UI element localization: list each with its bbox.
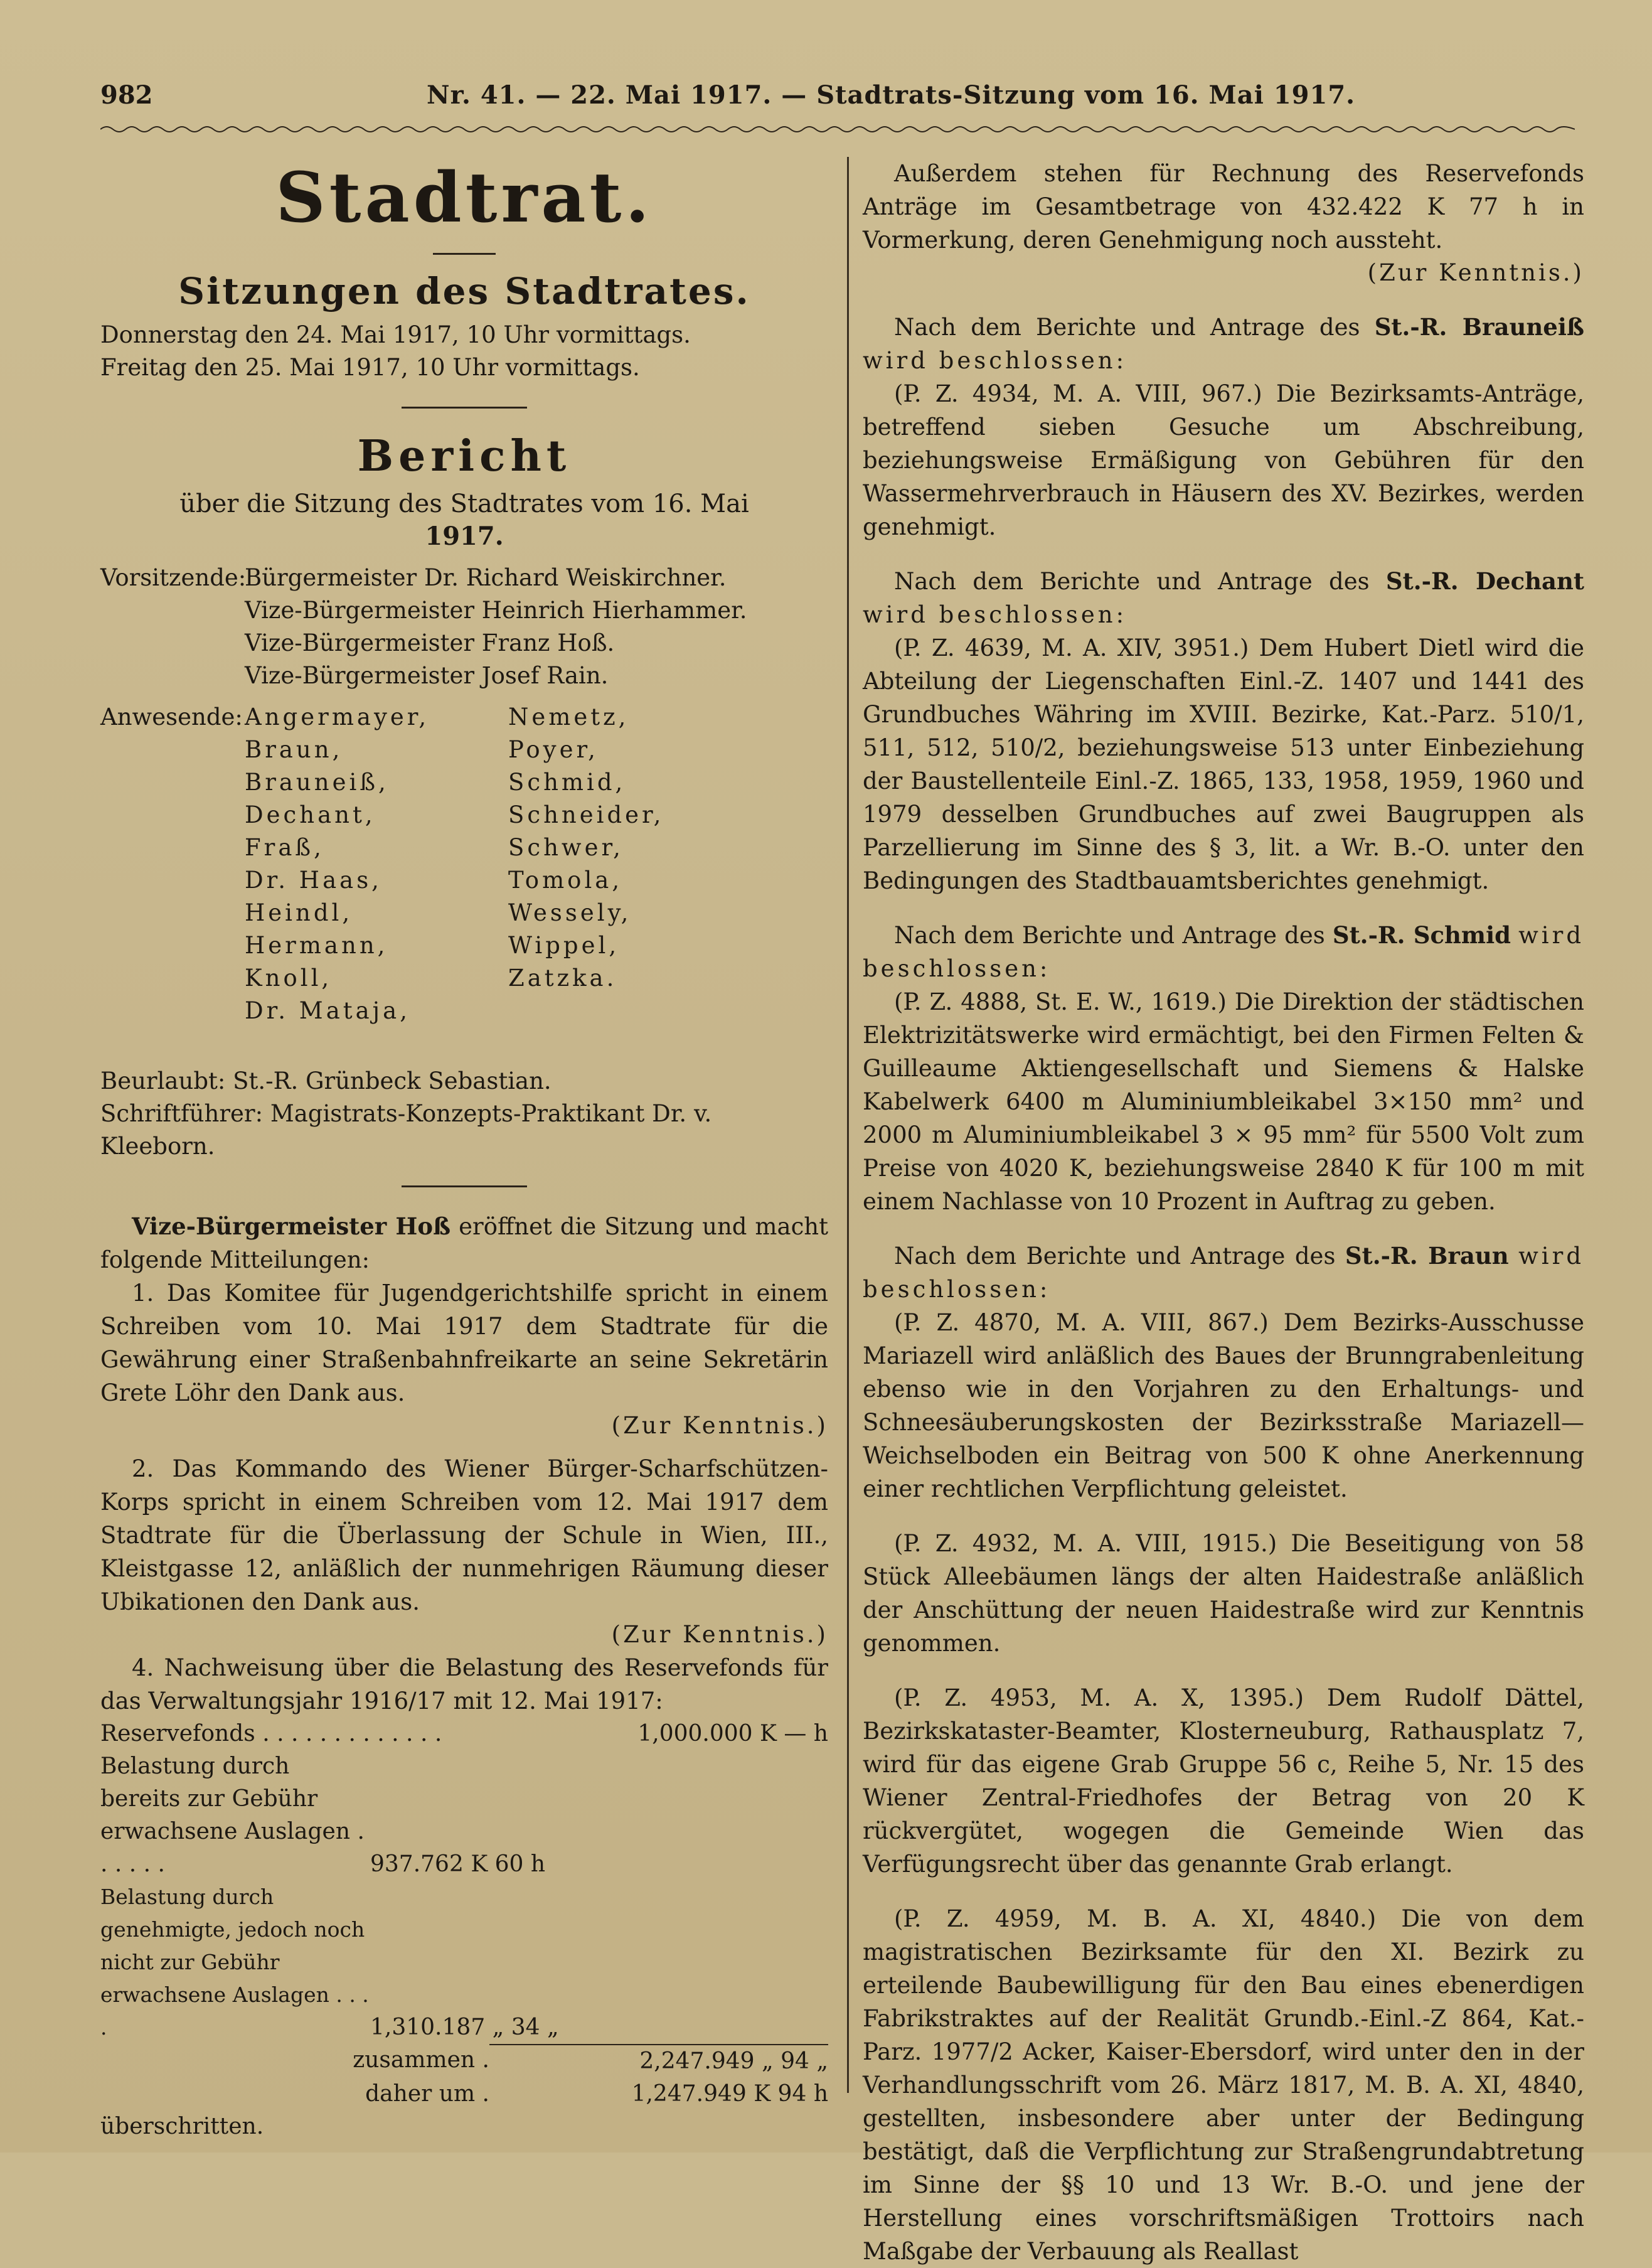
table-row	[100, 1881, 828, 2044]
resolution-text: (P. Z. 4934, M. A. VIII, 967.) Die Bezirksamts-Anträge, betreffend sieben Gesuche um Abschreibung, beziehungsweise Ermäßigung von Gebühren für den Wassermehrverbrauch in Häusern des XV. Bezirkes, werden genehmigt.	[863, 380, 1584, 540]
member-name: Wippel,	[508, 932, 620, 959]
resolution-text: (P. Z. 4639, M. A. XIV, 3951.) Dem Hubert Dietl wird die Abteilung der Liegenschaften Einl.-Z. 1407 und 1441 des Grundbuches Währing im XVIII. Bezirke, Kat.-Parz. 510/1, 511, 512, 510/2, beziehungsweise 513 unter Einbeziehung der Baustellenteile Einl.-Z. 1865, 133, 1958, 1959, 1960 und 1979 desselben Grundbuches auf zwei Baugruppen als Parzellierung im Sinne des § 3, lit. a Wr. B.-O. unter den Bedingungen des Stadtbauamtsberichtes genehmigt.	[863, 634, 1584, 894]
table-value: 1,000.000 K — h	[637, 1721, 828, 1746]
section-title: Stadtrat.	[275, 157, 653, 238]
anwesende-label: Anwesende:	[100, 703, 243, 730]
member-name: Braun,	[245, 736, 343, 763]
member-name: Dechant,	[245, 801, 376, 828]
page-number: 982	[100, 80, 153, 110]
speaker-name: St.-R. Dechant	[1385, 567, 1584, 595]
intro-text: Nach dem Berichte und Antrage des	[894, 1243, 1336, 1270]
member-name: Dr. Haas,	[245, 867, 382, 894]
speaker-name: St.-R. Schmid	[1332, 921, 1511, 949]
resolution-intro	[863, 565, 1584, 631]
table-sum: 2,247.949 „ 94 „	[489, 2044, 828, 2078]
right-column	[863, 157, 1584, 2268]
speaker-name: St.-R. Brauneiß	[1374, 313, 1584, 341]
resolution-intro	[863, 919, 1584, 985]
opening-speaker: Vize-Bürgermeister Hoß	[132, 1212, 451, 1240]
table-label: Belastung durch bereits zur Gebühr erwachsene Auslagen . . . . . .	[100, 1753, 365, 1877]
member-name: Angermayer,	[245, 703, 430, 730]
table-label: daher um .	[365, 2081, 489, 2107]
speaker-name: St.-R. Braun	[1345, 1242, 1509, 1270]
opening-paragraph	[100, 1210, 828, 1276]
column-divider	[847, 157, 849, 2093]
table-row	[100, 2078, 828, 2110]
member-name: Dr. Mataja,	[245, 997, 410, 1024]
session-date-1: Donnerstag den 24. Mai 1917, 10 Uhr vormittags.	[100, 321, 691, 348]
member-name: Zatzka.	[508, 965, 617, 992]
reserve-note: Außerdem stehen für Rechnung des Reservefonds Anträge im Gesamtbetrage von 432.422 K 77 h in Vormerkung, deren Genehmigung noch aussteht.	[863, 160, 1584, 254]
vorsitzende-label: Vorsitzende:	[100, 564, 247, 591]
sessions-title: Sitzungen des Stadtrates.	[178, 270, 750, 313]
title-rule	[433, 253, 496, 255]
table-label: Belastung durch genehmigte, jedoch noch nicht zur Gebühr erwachsene Auslagen . . . .	[100, 1885, 369, 2040]
resolution-text: (P. Z. 4932, M. A. VIII, 1915.) Die Beseitigung von 58 Stück Alleebäumen längs der alten Haidestraße anläßlich der Anschüttung der neuen Haidestraße wird zur Kenntnis genommen.	[863, 1530, 1584, 1657]
table-label: zusammen .	[353, 2047, 489, 2073]
bericht-year: 1917.	[425, 522, 504, 551]
intro-text: Nach dem Berichte und Antrage des	[894, 568, 1370, 595]
left-column	[100, 144, 828, 2143]
table-row	[100, 1750, 828, 1881]
resolution-intro	[863, 311, 1584, 377]
member-name: Tomola,	[508, 867, 623, 894]
table-result: 1,247.949 K 94 h	[631, 2081, 828, 2107]
table-note: überschritten.	[100, 2114, 264, 2139]
opening-text: eröffnet die Sitzung und macht folgende Mitteilungen:	[100, 1213, 829, 1273]
table-label: Reservefonds . . . . . . . . . . . . .	[100, 1721, 442, 1746]
beschlossen: wird beschlossen:	[863, 347, 1127, 374]
table-value: 937.762 K 60 h	[370, 1851, 546, 1877]
zur-kenntnis-note: (Zur Kenntnis.)	[611, 1621, 828, 1648]
bericht-title: Bericht	[357, 431, 572, 481]
member-name: Knoll,	[245, 965, 333, 992]
divider-rule	[402, 1185, 527, 1187]
header-wavy-rule	[100, 123, 1575, 136]
vorsitzende-2: Vize-Bürgermeister Heinrich Hierhammer.	[245, 597, 747, 624]
zur-kenntnis-note: (Zur Kenntnis.)	[1367, 259, 1584, 286]
page-header	[100, 75, 1575, 119]
reserve-fund-table	[100, 1718, 828, 2143]
item-1: 1. Das Komitee für Jugendgerichtshilfe spricht in einem Schreiben vom 10. Mai 1917 dem Stadtrate für die Gewährung einer Straßenbahnfreikarte an seine Sekretärin Grete Löhr den Dank aus.	[100, 1280, 828, 1406]
anwesende-block	[100, 701, 828, 1027]
beschlossen: wird beschlossen:	[863, 922, 1585, 982]
resolution-text: (P. Z. 4888, St. E. W., 1619.) Die Direktion der städtischen Elektrizitätswerke wird ermächtigt, bei den Firmen Felten & Guilleaume Aktiengesellschaft und Siemens & Halske Kabelwerk 6400 m Aluminiumbleikabel 3×150 mm² und 2000 m Aluminiumbleikabel 3 × 95 mm² für 5500 Volt zum Preise von 4020 K, beziehungsweise 2840 K für 100 m mit einem Nachlasse von 10 Prozent in Auftrag zu geben.	[863, 988, 1584, 1215]
divider-rule	[402, 407, 527, 409]
running-head: Nr. 41. — 22. Mai 1917. — Stadtrats-Sitzung vom 16. Mai 1917.	[427, 80, 1356, 110]
table-row	[100, 2044, 828, 2078]
table-value: 1,310.187 „ 34 „	[370, 2014, 559, 2040]
resolution-intro	[863, 1239, 1584, 1306]
beurlaubt: Beurlaubt: St.-R. Grünbeck Sebastian.	[100, 1067, 552, 1094]
member-name: Heindl,	[245, 899, 353, 926]
zur-kenntnis-note: (Zur Kenntnis.)	[611, 1412, 828, 1439]
resolution-text: (P. Z. 4959, M. B. A. XI, 4840.) Die von dem magistratischen Bezirksamte für den XI. Bezirk zu erteilende Baubewilligung für den Bau eines ebenerdigen Fabrikstraktes auf der Realität Grundb.-Einl.-Z 864, Kat.-Parz. 1977/2 Acker, Kaiser-Ebersdorf, wird unter den in der Verhandlungsschrift vom 26. März 1817, M. B. A. XI, 4840, gestellten, insbesondere aber unter der Bedingung bestätigt, daß die Verpflichtung zur Straßengrundabtretung im Sinne der §§ 10 und 13 Wr. B.-O. und jene der Herstellung eines vorschriftsmäßigen Trottoirs nach Maßgabe der Verbauung als Reallast	[863, 1905, 1584, 2265]
member-name: Schmid,	[508, 769, 626, 796]
member-name: Poyer,	[508, 736, 599, 763]
member-name: Brauneiß,	[245, 769, 389, 796]
beschlossen: wird beschlossen:	[863, 1243, 1585, 1303]
item-4: 4. Nachweisung über die Belastung des Reservefonds für das Verwaltungsjahr 1916/17 mit 12. Mai 1917:	[100, 1654, 828, 1714]
vorsitzende-3: Vize-Bürgermeister Franz Hoß.	[245, 629, 615, 656]
table-row	[100, 1718, 828, 1750]
member-name: Schwer,	[508, 834, 624, 861]
member-name: Fraß,	[245, 834, 324, 861]
intro-text: Nach dem Berichte und Antrage des	[894, 922, 1325, 949]
resolution-text: (P. Z. 4870, M. A. VIII, 867.) Dem Bezirks-Ausschusse Mariazell wird anläßlich des Baues der Brunngrabenleitung ebenso wie in den Vorjahren zu den Erhaltungs- und Schneesäuberungskosten der Bezirksstraße Mariazell—Weichselboden ein Beitrag von 500 K ohne Anerkennung einer rechtlichen Verpflichtung geleistet.	[863, 1309, 1584, 1502]
schriftfuehrer: Schriftführer: Magistrats-Konzepts-Praktikant Dr. v. Kleeborn.	[100, 1100, 712, 1160]
vorsitzende-4: Vize-Bürgermeister Josef Rain.	[245, 662, 609, 689]
intro-text: Nach dem Berichte und Antrage des	[894, 314, 1360, 341]
session-date-2: Freitag den 25. Mai 1917, 10 Uhr vormittags.	[100, 354, 640, 381]
resolution-text: (P. Z. 4953, M. A. X, 1395.) Dem Rudolf Dättel, Bezirkskataster-Beamter, Klosterneuburg, Rathausplatz 7, wird für das eigene Grab Gruppe 56 c, Reihe 5, Nr. 15 des Wiener Zentral-Friedhofes der Betrag von 20 K rückvergütet, wogegen die Gemeinde Wien das Verfügungsrecht über das genannte Grab erlangt.	[863, 1684, 1584, 1878]
member-name: Hermann,	[245, 932, 388, 959]
vorsitzende-block	[100, 562, 828, 692]
member-name: Nemetz,	[508, 703, 629, 730]
member-name: Schneider,	[508, 801, 664, 828]
beschlossen: wird beschlossen:	[863, 601, 1127, 628]
item-2: 2. Das Kommando des Wiener Bürger-Scharfschützen-Korps spricht in einem Schreiben vom 12. Mai 1917 dem Stadtrate für die Überlassung der Schule in Wien, III., Kleistgasse 12, anläßlich der nunmehrigen Räumung dieser Ubikationen den Dank aus.	[100, 1455, 828, 1615]
bericht-subtitle: über die Sitzung des Stadtrates vom 16. Mai	[179, 489, 749, 518]
member-name: Wessely,	[508, 899, 632, 926]
vorsitzende-1: Bürgermeister Dr. Richard Weiskirchner.	[245, 564, 727, 591]
